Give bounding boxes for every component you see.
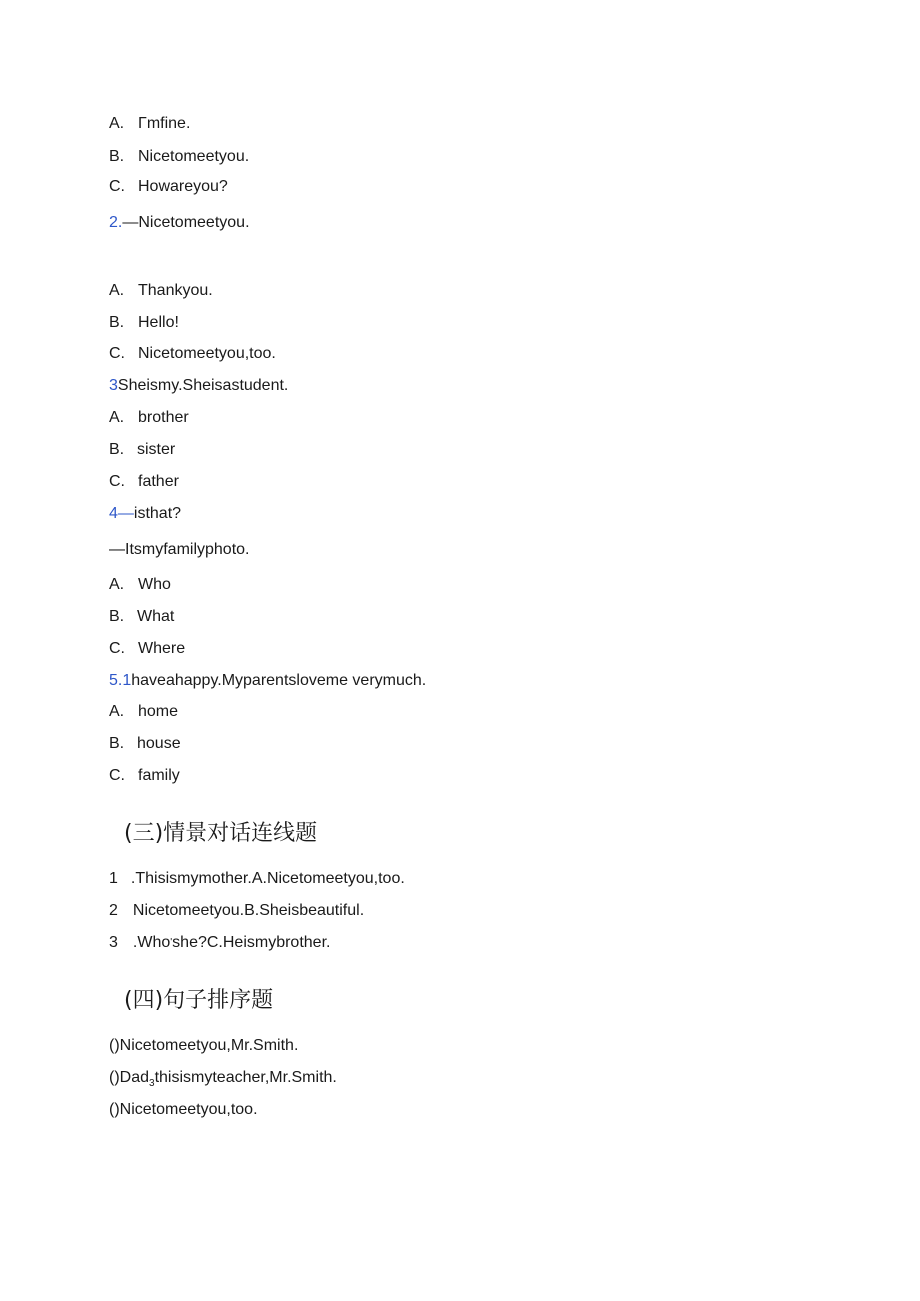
option-text: brother	[138, 409, 189, 426]
option-text: Who	[138, 576, 171, 593]
question-number: 5.1	[109, 672, 132, 689]
item-text: .Thisismymother.A.Nicetomeetyou,too.	[130, 870, 405, 887]
option-letter: C.	[109, 473, 125, 490]
option-text: Howareyou?	[138, 178, 228, 195]
option-text: father	[138, 473, 179, 490]
option-text: family	[138, 767, 180, 784]
option-text: Nicetomeetyou.	[138, 148, 250, 165]
option-text: Γmfine.	[138, 115, 191, 132]
section-3-item-2	[109, 901, 364, 921]
option-text: home	[138, 703, 179, 720]
option-letter: B.	[109, 441, 125, 458]
option-text: Hello!	[138, 314, 179, 331]
option-letter: C.	[109, 640, 125, 657]
option-letter: C.	[109, 767, 125, 784]
q1-option-b	[109, 147, 249, 167]
question-4-answer-line	[109, 540, 249, 560]
question-number: 2.	[109, 214, 123, 231]
item-subscript: 3	[149, 1078, 155, 1090]
q5-option-c	[109, 766, 180, 786]
section-4-title: (四)句子排序题	[124, 988, 274, 1013]
question-number: 4—	[109, 505, 134, 522]
q5-option-b	[109, 734, 181, 754]
item-dot: '	[170, 937, 173, 948]
item-text: Nicetomeetyou.B.Sheisbeautiful.	[132, 902, 365, 919]
q4-option-c	[109, 639, 185, 659]
option-text: Nicetomeetyou,too.	[138, 345, 276, 362]
question-5	[109, 671, 426, 691]
option-text: Where	[138, 640, 186, 657]
section-3-item-3	[109, 933, 330, 953]
option-text: What	[137, 608, 175, 625]
question-text: haveahappy.Myparentsloveme verymuch.	[131, 672, 427, 689]
item-number: 1	[109, 870, 118, 887]
section-4-item-2	[109, 1068, 337, 1094]
option-letter: C.	[109, 178, 125, 195]
q1-option-a	[109, 114, 190, 134]
q1-option-c	[109, 177, 228, 197]
q4-option-a	[109, 575, 171, 595]
question-3	[109, 376, 288, 396]
option-letter: B.	[109, 148, 125, 165]
option-letter: B.	[109, 314, 125, 331]
section-4-item-1	[109, 1036, 298, 1056]
question-text: isthat?	[133, 505, 182, 522]
q3-option-a	[109, 408, 189, 428]
section-3-item-1	[109, 869, 405, 889]
option-text: Thankyou.	[138, 282, 213, 299]
item-text: ()Nicetomeetyou,Mr.Smith.	[109, 1037, 299, 1054]
item-number: 2	[109, 902, 118, 919]
option-letter: A.	[109, 576, 125, 593]
option-text: sister	[137, 441, 176, 458]
question-text: Sheismy.Sheisastudent.	[117, 377, 289, 394]
item-text-b: thisismyteacher,Mr.Smith.	[154, 1069, 337, 1086]
section-4-item-3	[109, 1100, 258, 1120]
q2-option-c	[109, 344, 276, 364]
question-4	[109, 504, 181, 524]
option-letter: B.	[109, 735, 125, 752]
item-text-b: she?C.Heismybrother.	[172, 934, 331, 952]
q2-option-a	[109, 281, 213, 301]
option-letter: C.	[109, 345, 125, 362]
option-letter: A.	[109, 409, 125, 426]
q4-option-b	[109, 607, 174, 627]
item-text: ()Nicetomeetyou,too.	[109, 1101, 258, 1118]
option-letter: B.	[109, 608, 125, 625]
option-letter: A.	[109, 115, 125, 132]
section-3-title: (三)情景对话连线题	[124, 821, 318, 846]
item-text-a: ()Dad	[109, 1069, 150, 1086]
question-text: —Nicetomeetyou.	[122, 214, 250, 231]
option-letter: A.	[109, 282, 125, 299]
answer-line-text: —Itsmyfamilyphoto.	[109, 541, 250, 558]
q3-option-b	[109, 440, 175, 460]
q2-option-b	[109, 313, 179, 333]
q5-option-a	[109, 702, 178, 722]
question-number: 3	[109, 377, 118, 394]
item-text-a: .Who	[132, 934, 171, 952]
option-letter: A.	[109, 703, 125, 720]
q3-option-c	[109, 472, 179, 492]
option-text: house	[137, 735, 181, 752]
question-2	[109, 213, 250, 233]
item-number: 3	[109, 934, 118, 952]
